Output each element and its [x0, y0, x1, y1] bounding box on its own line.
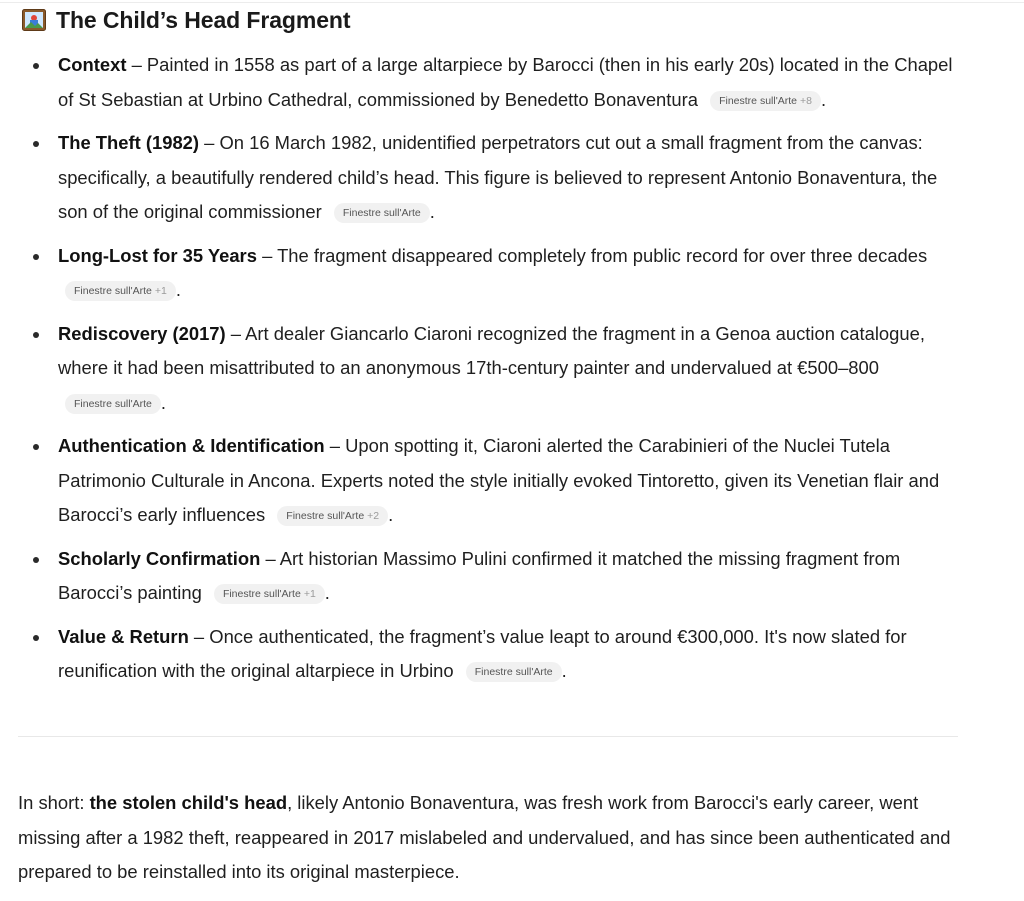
citation-chip[interactable]: Finestre sull'Arte — [65, 394, 161, 414]
section-title: The Child’s Head Fragment — [56, 6, 351, 33]
summary-rest: , likely Antonio Bonaventura, was fresh work from Barocci's early career, went missing after a 1982 theft, reappeared in 2017 mislabeled and undervalued, and has since been authenticated and prepared to be reinstalled into its original masterpiece. — [18, 792, 951, 882]
list-item: Rediscovery (2017) – Art dealer Giancarlo Ciaroni recognized the fragment in a Genoa auction catalogue, where it had been misattributed to an anonymous 17th-century painter and undervalued at €500–800 Finestre sull'Arte . — [24, 317, 959, 421]
summary-lead: In short: — [18, 792, 90, 813]
item-text: – Upon spotting it, Ciaroni alerted the Carabinieri of the Nuclei Tutela Patrimonio Culturale in Ancona. Experts noted the style initially evoked Tintoretto, given its Venetian flair and Barocci’s early influences — [58, 435, 940, 525]
citation-chip[interactable]: Finestre sull'Arte +1 — [214, 584, 325, 604]
fact-list — [24, 48, 959, 698]
item-term: Authentication & Identification — [58, 435, 325, 456]
item-text: – Painted in 1558 as part of a large altarpiece by Barocci (then in his early 20s) located in the Chapel of St Sebastian at Urbino Cathedral, commissioned by Benedetto Bonaventura — [58, 54, 953, 110]
list-item: Scholarly Confirmation – Art historian Massimo Pulini confirmed it matched the missing fragment from Barocci’s painting Finestre sull'Arte +1 . — [24, 542, 959, 611]
item-text: – The fragment disappeared completely from public record for over three decades — [256, 244, 928, 266]
item-term: Long-Lost for 35 Years — [58, 244, 257, 266]
citation-chip[interactable]: Finestre sull'Arte — [334, 203, 430, 223]
list-item: Long-Lost for 35 Years – The fragment disappeared completely from public record for over three decades Finestre sull'Arte +1 . — [24, 239, 959, 308]
list-item: Context – Painted in 1558 as part of a large altarpiece by Barocci (then in his early 20s) located in the Chapel of St Sebastian at Urbino Cathedral, commissioned by Benedetto Bonaventura Finestre sull'Arte +8 . — [24, 48, 959, 117]
summary-paragraph — [18, 786, 968, 890]
citation-chip[interactable]: Finestre sull'Arte +2 — [277, 506, 388, 526]
summary-bold: the stolen child's head — [89, 792, 288, 813]
list-item: Authentication & Identification – Upon spotting it, Ciaroni alerted the Carabinieri of the Nuclei Tutela Patrimonio Culturale in Ancona. Experts noted the style initially evoked Tintoretto, given its Venetian flair and Barocci’s early influences Finestre sull'Arte +2 . — [24, 429, 959, 533]
item-term: Scholarly Confirmation — [58, 547, 261, 569]
list-item: The Theft (1982) – On 16 March 1982, unidentified perpetrators cut out a small fragment from the canvas: specifically, a beautifully rendered child’s head. This figure is believed to represent Antonio Bonaventura, the son of the original commissioner Finestre sull'Arte . — [24, 126, 959, 230]
citation-chip[interactable]: Finestre sull'Arte +1 — [65, 281, 176, 301]
item-term: Context — [58, 54, 127, 75]
item-term: Value & Return — [58, 625, 189, 647]
top-divider — [0, 2, 1024, 3]
section-divider — [18, 736, 958, 737]
citation-chip[interactable]: Finestre sull'Arte +8 — [710, 91, 821, 111]
item-term: The Theft (1982) — [58, 132, 200, 153]
citation-chip[interactable]: Finestre sull'Arte — [466, 662, 562, 682]
item-text: – On 16 March 1982, unidentified perpetrators cut out a small fragment from the canvas: specifically, a beautifully rendered child’s head. This figure is believed to represent Antonio Bonaventura, the son of the original commissioner — [58, 132, 938, 222]
item-term: Rediscovery (2017) — [58, 322, 226, 344]
item-text: – Art historian Massimo Pulini confirmed it matched the missing fragment from Barocci’s painting — [58, 547, 901, 603]
section-heading — [22, 6, 350, 34]
list-item: Value & Return – Once authenticated, the fragment’s value leapt to around €300,000. It's now slated for reunification with the original altarpiece in Urbino Finestre sull'Arte . — [24, 620, 959, 689]
item-text: – Art dealer Giancarlo Ciaroni recognized the fragment in a Genoa auction catalogue, where it had been misattributed to an anonymous 17th-century painter and undervalued at €500–800 — [58, 322, 925, 378]
item-text: – Once authenticated, the fragment’s value leapt to around €300,000. It's now slated for reunification with the original altarpiece in Urbino — [58, 625, 907, 681]
framed-picture-icon — [22, 9, 46, 31]
